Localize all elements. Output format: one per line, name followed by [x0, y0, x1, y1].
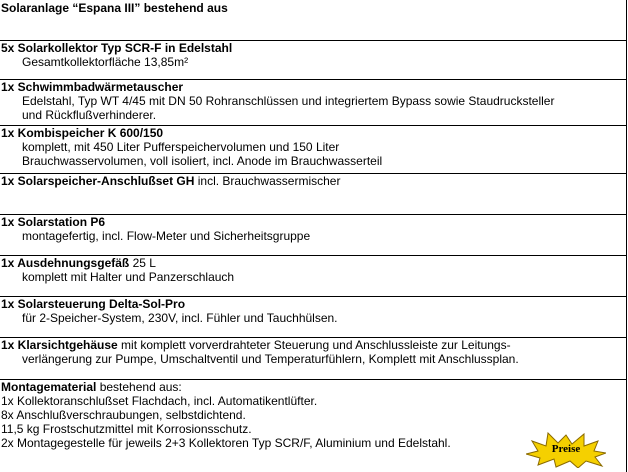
montage-detail: 11,5 kg Frostschutzmittel mit Korrosionsschutz.: [1, 422, 252, 436]
item-title: 1x Solarsteuerung Delta-Sol-Pro: [1, 297, 186, 311]
item-detail: komplett, mit 450 Liter Pufferspeichervolumen und 150 Liter: [22, 140, 340, 154]
header-row: [0, 0, 626, 40]
item-row: [0, 79, 626, 125]
item-row: [0, 40, 626, 79]
item-row: [0, 125, 626, 173]
item-title: 1x Klarsichtgehäuse: [1, 338, 118, 352]
item-detail: montagefertig, incl. Flow-Meter und Sicherheitsgruppe: [22, 229, 311, 243]
item-row: [0, 337, 626, 379]
item-title: 1x Solarstation P6: [1, 215, 106, 229]
item-note: 25 L: [129, 256, 156, 270]
montage-title: Montagematerial: [1, 380, 97, 394]
item-title: 1x Schwimmbadwärmetauscher: [1, 80, 184, 94]
price-label[interactable]: Preise: [551, 443, 581, 455]
item-row: [0, 296, 626, 337]
item-detail: Brauchwasservolumen, voll isoliert, incl. Anode im Brauchwasserteil: [22, 154, 383, 168]
item-detail: Gesamtkollektorfläche 13,85m²: [22, 55, 189, 69]
item-title: 1x Kombispeicher K 600/150: [1, 126, 164, 140]
item-row: [0, 255, 626, 296]
item-row: [0, 173, 626, 214]
item-row: [0, 214, 626, 255]
item-title: 1x Solarspeicher-Anschlußset GH: [1, 174, 195, 188]
montage-detail: 8x Anschlußverschraubungen, selbstdichtend.: [1, 408, 246, 422]
item-detail: und Rückflußverhinderer.: [22, 108, 157, 122]
montage-detail: 2x Montagegestelle für jeweils 2+3 Kollektoren Typ SCR/F, Aluminium und Edelstahl.: [1, 436, 451, 450]
item-note: incl. Brauchwassermischer: [194, 174, 341, 188]
item-detail: Edelstahl, Typ WT 4/45 mit DN 50 Rohranschlüssen und integriertem Bypass sowie Staudrucksteller: [22, 94, 555, 108]
item-note: mit komplett vorverdrahteter Steuerung und Anschlussleiste zur Leitungs-: [117, 338, 511, 352]
montage-detail: 1x Kollektoranschlußset Flachdach, incl. Automatikentlüfter.: [1, 394, 318, 408]
item-title: 5x Solarkollektor Typ SCR-F in Edelstahl: [1, 41, 233, 55]
montage-note: bestehend aus:: [96, 380, 182, 394]
item-detail: verlängerung zur Pumpe, Umschaltventil und Temperaturfühlern, Komplett mit Anschlussplan.: [22, 352, 519, 366]
item-title: 1x Ausdehnungsgefäß: [1, 256, 130, 270]
item-detail: komplett mit Halter und Panzerschlauch: [22, 270, 235, 284]
item-detail: für 2-Speicher-System, 230V, incl. Fühler und Tauchhülsen.: [22, 311, 338, 325]
document-title: Solaranlage “Espana III” bestehend aus: [1, 1, 228, 15]
